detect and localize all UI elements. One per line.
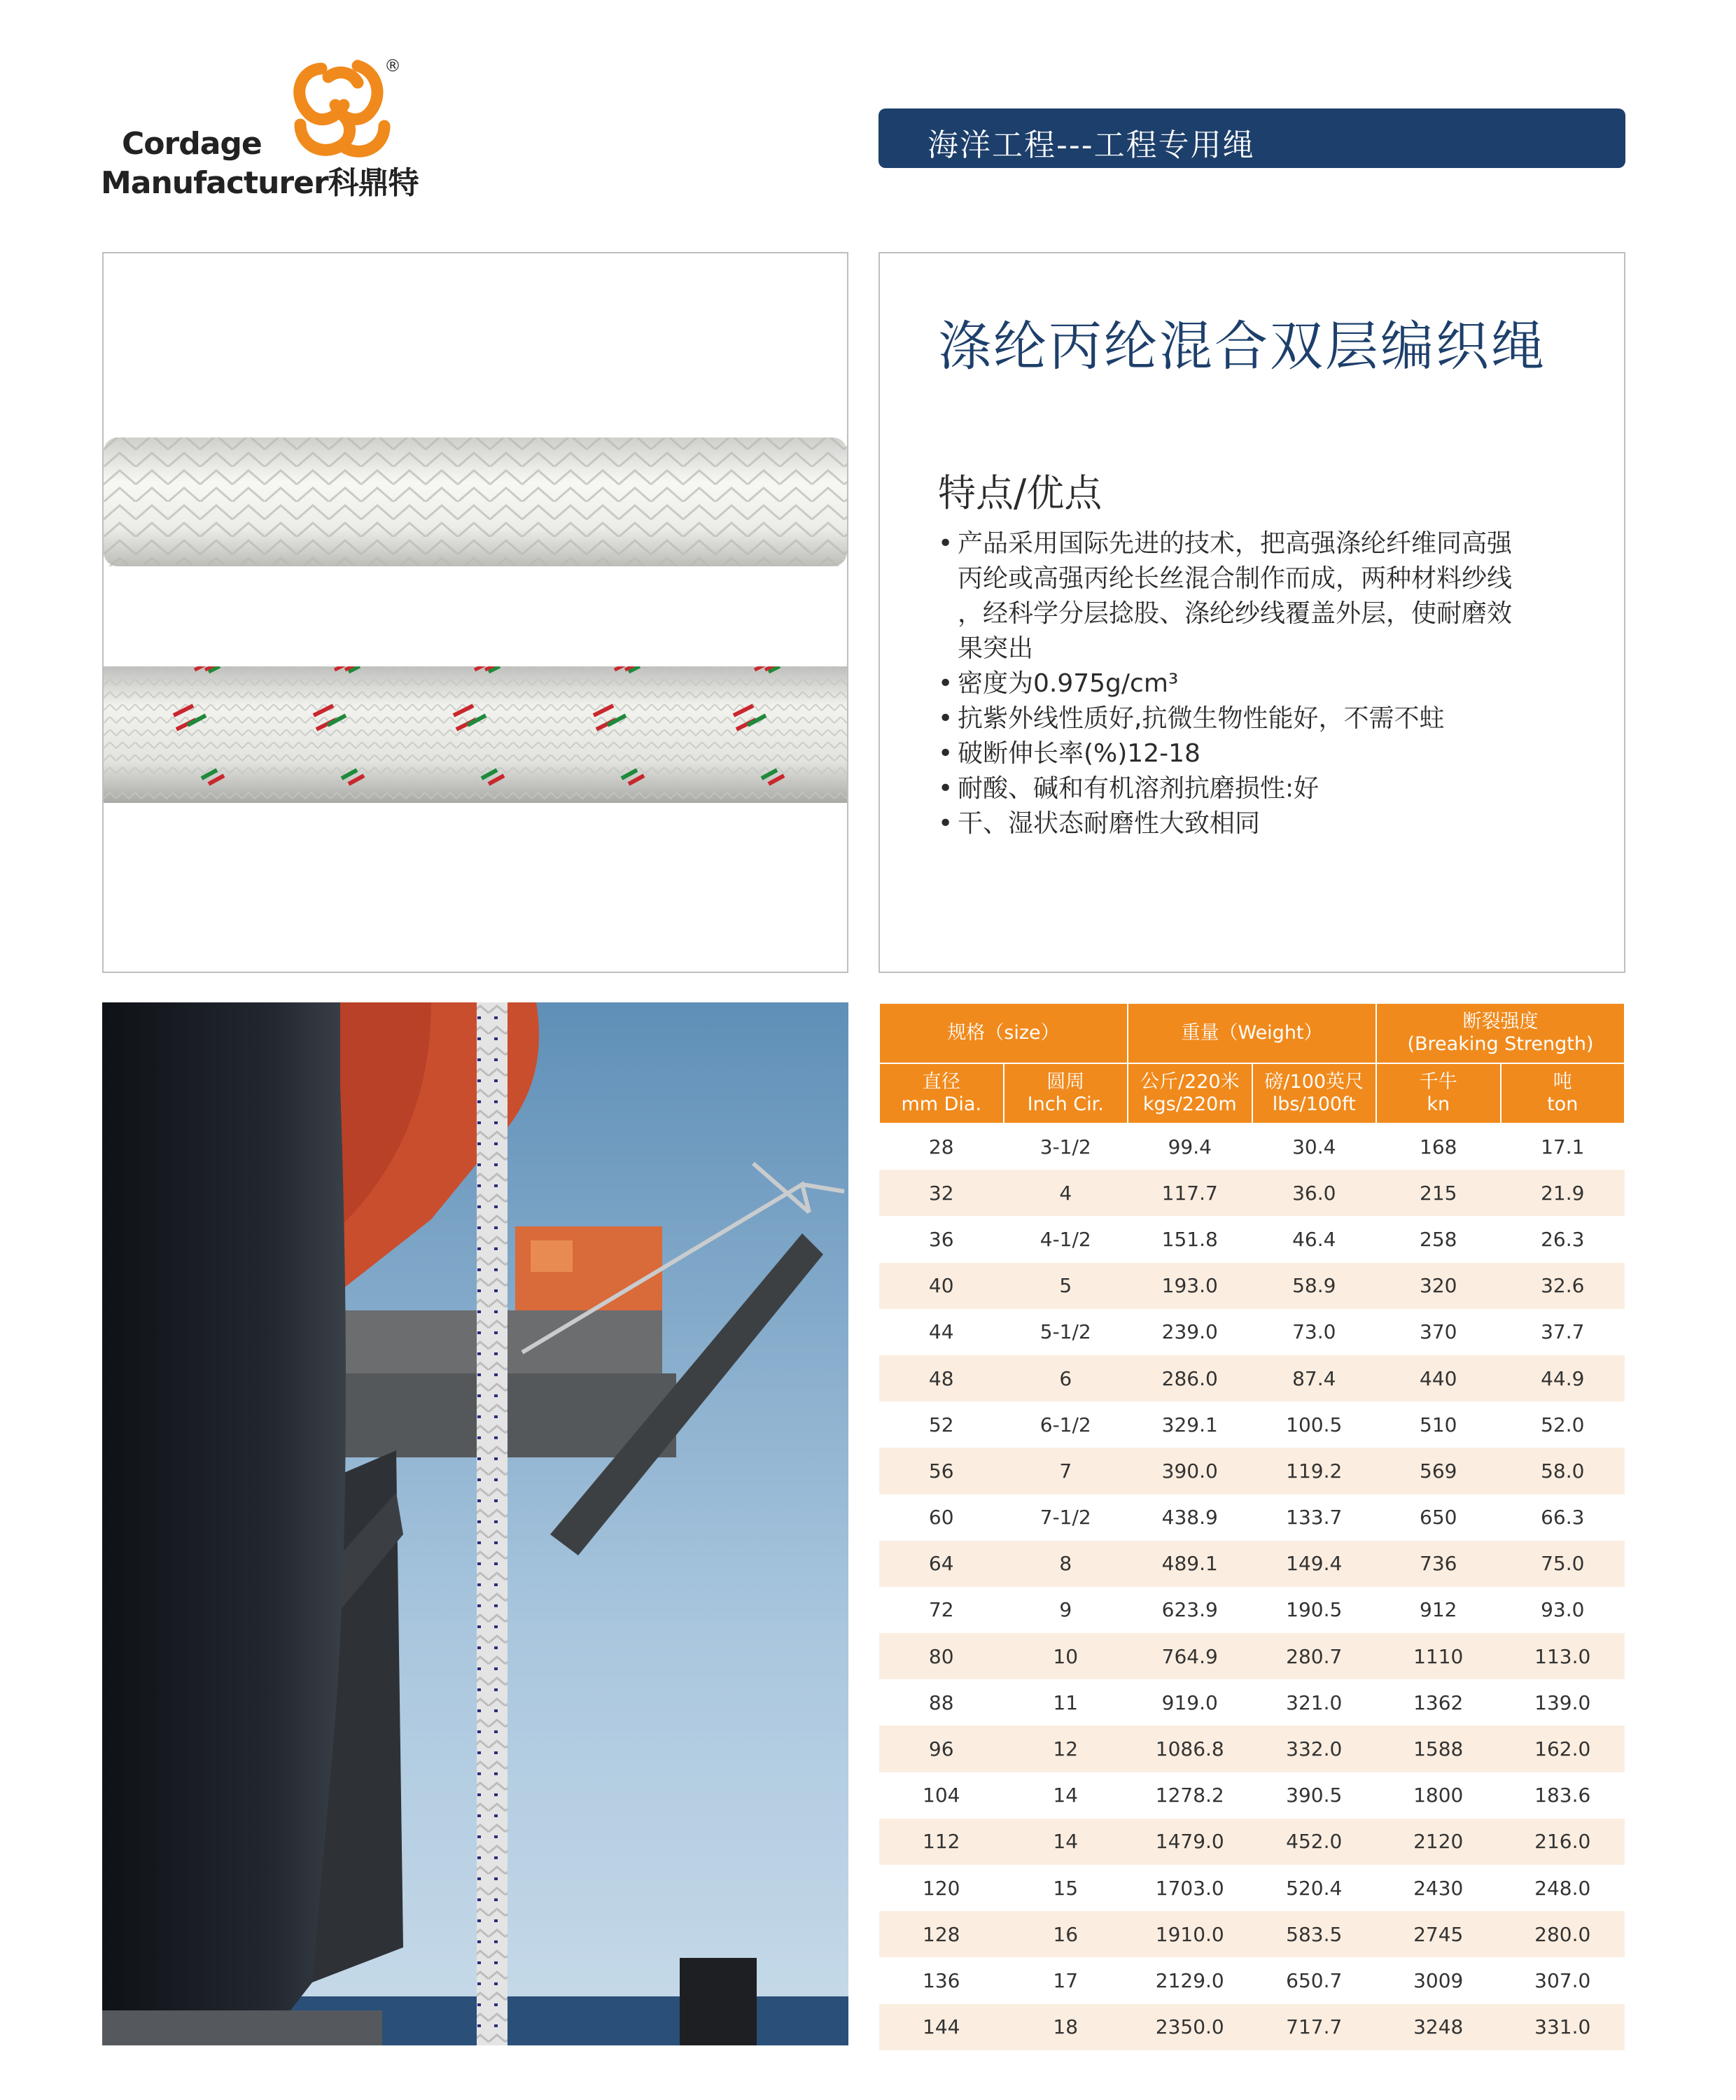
table-cell: 139.0 [1534,1690,1591,1714]
table-cell: 113.0 [1501,1633,1625,1679]
table-row [879,1726,1625,1772]
table-group-header-row [879,1003,1625,1063]
table-cell: 28 [928,1135,954,1159]
table-cell: 650 [1420,1506,1457,1530]
table-cell: 1703.0 [1155,1876,1224,1900]
table-row [879,1494,1625,1541]
table-cell: 40 [879,1263,1004,1309]
table-cell: 919.0 [1161,1690,1218,1714]
product-title: 涤纶丙纶混合双层编织绳 [938,315,1546,377]
column-header: 直径 mm Dia. [879,1063,1004,1124]
table-row [879,1633,1625,1679]
weight-group-header: 重量（Weight） [1128,1003,1376,1063]
table-cell: 48 [879,1355,1004,1401]
table-cell: 583.5 [1252,1911,1377,1957]
table-cell: 320 [1376,1263,1501,1309]
table-cell: 307.0 [1534,1968,1591,1992]
table-row [879,1401,1625,1448]
feature-item: • 密度为0.975g/cm³ [938,666,1568,701]
table-cell: 14 [1053,1784,1079,1807]
logo-text-line1 [122,126,262,162]
table-cell: 7-1/2 [1040,1506,1091,1530]
table-cell: 190.5 [1286,1598,1343,1622]
table-row [879,1865,1625,1911]
logo-cordage: Cordage [122,126,262,162]
table-cell: 9 [1059,1598,1072,1622]
table-cell: 390.0 [1128,1448,1252,1494]
table-cell: 12 [1004,1726,1128,1772]
table-row [879,1541,1625,1587]
strength-header-cn: 断裂强度 [1462,1011,1539,1032]
table-cell: 21.9 [1501,1170,1625,1216]
table-cell: 717.7 [1252,2004,1377,2050]
table-cell: 17 [1053,1968,1079,1992]
table-cell: 117.7 [1128,1170,1252,1216]
knot-logo-icon [279,56,402,161]
table-row [879,1957,1625,2003]
table-cell: 44 [928,1320,954,1344]
table-cell: 331.0 [1501,2004,1625,2050]
registered-mark: ® [384,56,401,76]
table-cell: 8 [1004,1541,1128,1587]
table-cell: 87.4 [1252,1355,1377,1401]
table-cell: 1800 [1413,1784,1464,1807]
size-group-header: 规格（size） [879,1003,1128,1063]
table-cell: 16 [1004,1911,1128,1957]
column-header: 磅/100英尺 lbs/100ft [1252,1063,1377,1124]
table-cell: 58.9 [1252,1263,1377,1309]
table-cell: 30.4 [1292,1135,1336,1159]
table-cell: 489.1 [1128,1541,1252,1587]
table-row [879,1263,1625,1309]
table-cell: 736 [1376,1541,1501,1587]
table-cell: 52 [928,1413,954,1436]
table-cell: 7 [1004,1448,1128,1494]
feature-item: 果突出 [958,634,1034,663]
table-cell: 321.0 [1286,1690,1343,1714]
feature-item: • 破断伸长率(%)12-18 [938,736,1568,771]
column-header: 吨 ton [1501,1063,1625,1124]
table-cell: 3-1/2 [1040,1135,1091,1159]
logo-text-line2 [101,158,419,202]
table-cell: 2745 [1376,1911,1501,1957]
table-cell: 104 [923,1784,960,1807]
table-cell: 75.0 [1501,1541,1625,1587]
table-cell: 58.0 [1501,1448,1625,1494]
table-cell: 10 [1004,1633,1128,1679]
table-column-header-row [879,1063,1625,1124]
table-cell: 133.7 [1286,1506,1343,1530]
table-cell: 1110 [1376,1633,1501,1679]
table-cell: 329.1 [1161,1413,1218,1436]
table-cell: 56 [879,1448,1004,1494]
table-cell: 128 [879,1911,1004,1957]
table-cell: 510 [1420,1413,1457,1436]
logo-cn-name: 科鼎特 [328,165,419,201]
column-header: 千牛 kn [1376,1063,1501,1124]
table-cell: 258 [1420,1227,1457,1251]
features-heading: 特点/优点 [938,471,1102,515]
table-cell: 280.7 [1252,1633,1377,1679]
table-row [879,2004,1625,2050]
white-braided-rope-image [104,432,847,572]
table-cell: 2350.0 [1128,2004,1252,2050]
table-cell: 168 [1420,1135,1457,1159]
table-cell: 4 [1004,1170,1128,1216]
table-cell: 1479.0 [1128,1819,1252,1865]
table-cell: 2430 [1413,1876,1464,1900]
table-cell: 650.7 [1286,1968,1343,1992]
table-cell: 17.1 [1541,1135,1585,1159]
table-row [879,1309,1625,1355]
table-row [879,1587,1625,1633]
table-row [879,1679,1625,1726]
table-cell: 1278.2 [1155,1784,1224,1807]
table-row [879,1170,1625,1216]
table-cell: 1362 [1413,1690,1464,1714]
table-row [879,1124,1625,1170]
table-cell: 6 [1004,1355,1128,1401]
table-cell: 2129.0 [1155,1968,1224,1992]
table-cell: 239.0 [1161,1320,1218,1344]
feature-item: • 抗紫外线性质好,抗微生物性能好，不需不蛀 [938,701,1568,736]
section-header-bar [878,108,1625,168]
table-cell: 390.5 [1286,1784,1343,1807]
table-cell: 4-1/2 [1040,1227,1091,1251]
table-cell: 149.4 [1252,1541,1377,1587]
table-cell: 36 [928,1227,954,1251]
table-cell: 88 [928,1690,954,1714]
table-cell: 66.3 [1541,1506,1585,1530]
table-cell: 60 [928,1506,954,1530]
table-cell: 183.6 [1534,1784,1591,1807]
table-cell: 44.9 [1501,1355,1625,1401]
table-cell: 72 [928,1598,954,1622]
strength-group-header [1376,1003,1625,1063]
table-cell: 99.4 [1168,1135,1212,1159]
table-cell: 119.2 [1252,1448,1377,1494]
table-cell: 216.0 [1501,1819,1625,1865]
table-cell: 193.0 [1128,1263,1252,1309]
table-cell: 5-1/2 [1040,1320,1091,1344]
striped-braided-rope-image [104,666,847,803]
strength-header-en: (Breaking Strength) [1407,1033,1594,1055]
table-cell: 1588 [1376,1726,1501,1772]
table-row [879,1448,1625,1494]
table-row [879,1772,1625,1819]
table-cell: 1910.0 [1128,1911,1252,1957]
table-cell: 36.0 [1252,1170,1377,1216]
table-cell: 52.0 [1541,1413,1585,1436]
feature-item: • 耐酸、碱和有机溶剂抗磨损性:好 [938,771,1568,806]
table-cell: 162.0 [1501,1726,1625,1772]
table-cell: 11 [1053,1690,1079,1714]
table-cell: 286.0 [1128,1355,1252,1401]
table-cell: 764.9 [1128,1633,1252,1679]
table-cell: 120 [923,1876,960,1900]
table-cell: 248.0 [1534,1876,1591,1900]
product-info-panel [878,252,1625,973]
table-row [879,1355,1625,1401]
spec-table [878,1002,1625,2050]
table-cell: 64 [879,1541,1004,1587]
table-cell: 15 [1053,1876,1079,1900]
table-cell: 136 [923,1968,960,1992]
table-cell: 438.9 [1161,1506,1218,1530]
table-cell: 18 [1004,2004,1128,2050]
table-cell: 80 [879,1633,1004,1679]
table-cell: 151.8 [1161,1227,1218,1251]
feature-item: • 产品采用国际先进的技术，把高强涤纶纤维同高强 [938,526,1568,561]
logo-manufacturer: Manufacturer [101,165,328,201]
table-cell: 912 [1420,1598,1457,1622]
table-cell: 3248 [1376,2004,1501,2050]
table-cell: 32.6 [1501,1263,1625,1309]
table-cell: 332.0 [1252,1726,1377,1772]
brand-logo [101,56,430,201]
table-cell: 37.7 [1541,1320,1585,1344]
table-cell: 280.0 [1501,1911,1625,1957]
table-cell: 96 [879,1726,1004,1772]
table-cell: 46.4 [1292,1227,1336,1251]
offshore-platform-photo [102,1002,848,2045]
table-cell: 3009 [1413,1968,1464,1992]
table-cell: 1086.8 [1128,1726,1252,1772]
feature-item: ，经科学分层捻股、涤纶纱线覆盖外层，使耐磨效 [958,599,1513,628]
section-title: 海洋工程---工程专用绳 [927,127,1255,163]
feature-item: 丙纶或高强丙纶长丝混合制作而成，两种材料纱线 [958,564,1513,593]
table-cell: 14 [1004,1819,1128,1865]
table-row [879,1819,1625,1865]
table-cell: 26.3 [1541,1227,1585,1251]
table-cell: 440 [1376,1355,1501,1401]
table-cell: 73.0 [1292,1320,1336,1344]
table-cell: 6-1/2 [1040,1413,1091,1436]
table-cell: 215 [1376,1170,1501,1216]
feature-item: • 干、湿状态耐磨性大致相同 [938,806,1568,841]
table-cell: 569 [1376,1448,1501,1494]
table-cell: 2120 [1376,1819,1501,1865]
table-cell: 32 [879,1170,1004,1216]
table-cell: 5 [1004,1263,1128,1309]
table-row [879,1911,1625,1957]
spec-table-body [879,1124,1625,2050]
rope-samples-panel [102,252,848,973]
table-cell: 520.4 [1286,1876,1343,1900]
table-cell: 623.9 [1161,1598,1218,1622]
table-cell: 112 [879,1819,1004,1865]
table-cell: 144 [879,2004,1004,2050]
table-cell: 370 [1420,1320,1457,1344]
table-cell: 93.0 [1541,1598,1585,1622]
table-cell: 100.5 [1286,1413,1343,1436]
table-cell: 452.0 [1252,1819,1377,1865]
column-header: 圆周 Inch Cir. [1004,1063,1128,1124]
table-row [879,1216,1625,1262]
features-list [938,526,1568,841]
column-header: 公斤/220米 kgs/220m [1128,1063,1252,1124]
